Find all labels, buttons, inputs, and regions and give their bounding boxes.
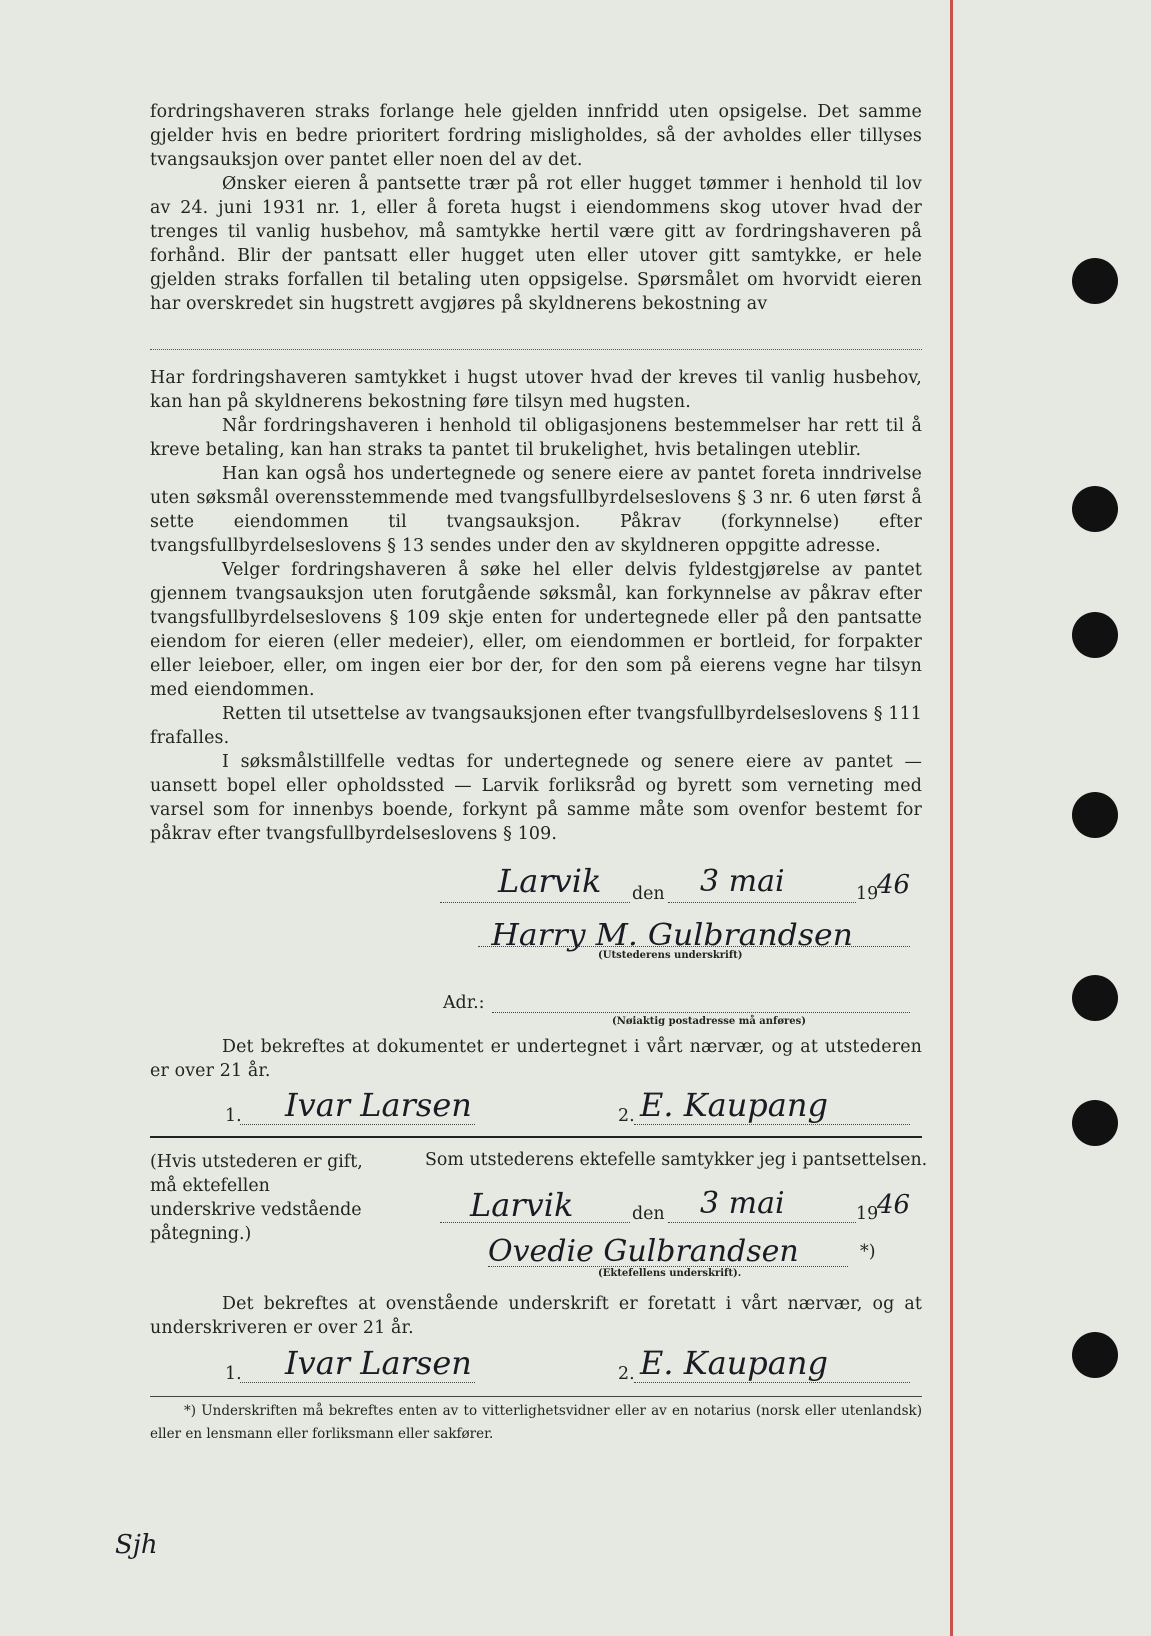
witness-3-label: 1. bbox=[225, 1364, 242, 1384]
paragraph: Det bekreftes at dokumentet er undertegnet i vårt nærvær, og at utstederen er over 21 år. bbox=[150, 1037, 922, 1081]
address-line bbox=[492, 1012, 910, 1013]
issuer-signature: Harry M. Gulbrandsen bbox=[491, 918, 853, 953]
date-line bbox=[668, 902, 856, 903]
spouse-instruction-note: (Hvis utstederen er gift, må ektefellen underskrive vedstående påtegning.) bbox=[150, 1152, 363, 1244]
punch-hole bbox=[1072, 612, 1118, 658]
den-label: den bbox=[632, 884, 665, 904]
punch-hole bbox=[1072, 258, 1118, 304]
witness-2-line bbox=[634, 1124, 910, 1125]
witness-3-signature: Ivar Larsen bbox=[285, 1344, 472, 1382]
address-label: Adr.: bbox=[443, 993, 485, 1013]
paragraph: Har fordringshaveren samtykket i hugst utover hvad der kreves til vanlig husbehov, kan han på skyldnerens bekostning føre tilsyn med hugsten. bbox=[150, 368, 922, 412]
paragraph: fordringshaveren straks forlange hele gjelden innfridd uten opsigelse. Det samme gjelder hvis en bedre prioritert fordring misligholdes, så der avholdes eller tillyses tvangsauksjon over pantet eller noen del av det. bbox=[150, 102, 922, 170]
spouse-date-line bbox=[668, 1222, 856, 1223]
paragraph: Retten til utsettelse av tvangsauksjonen efter tvangsfullbyrdelseslovens § 111 frafalles. bbox=[150, 704, 922, 748]
dotted-fill-line bbox=[150, 349, 922, 350]
spouse-footnote-marker: *) bbox=[860, 1242, 876, 1262]
spouse-date-handwritten: 3 mai bbox=[700, 1186, 785, 1221]
spouse-signature-caption: (Ektefellens underskrift). bbox=[598, 1268, 742, 1279]
spouse-den-label: den bbox=[632, 1204, 665, 1224]
spouse-year-handwritten: 46 bbox=[877, 1190, 911, 1220]
witness-1-label: 1. bbox=[225, 1106, 242, 1126]
spouse-consent-text: Som utstederens ektefelle samtykker jeg i pantsettelsen. bbox=[425, 1150, 928, 1170]
witness-statement-2 bbox=[150, 1292, 922, 1340]
footnote: *) Underskriften må bekreftes enten av to vitterlighetsvidner eller av en notarius (norsk eller utenlandsk) eller en lensmann eller forliksmann eller sakfører. bbox=[150, 1403, 922, 1442]
paragraph: I søksmålstillfelle vedtas for undertegnede og senere eiere av pantet — uansett bopel eller opholdssted — Larvik forliksråd og byrett som verneting med varsel som for innenbys boende, forkynt på samme måte som ovenfor bestemt for påkrav efter tvangsfullbyrdelseslovens § 109. bbox=[150, 752, 922, 844]
witness-1-signature: Ivar Larsen bbox=[285, 1086, 472, 1124]
address-caption: (Nøiaktig postadresse må anføres) bbox=[612, 1016, 807, 1027]
signature-caption: (Utstederens underskrift) bbox=[598, 950, 743, 961]
witness-4-line bbox=[634, 1382, 910, 1383]
witness-4-signature: E. Kaupang bbox=[640, 1344, 828, 1382]
place-handwritten: Larvik bbox=[498, 862, 602, 900]
punch-hole bbox=[1072, 975, 1118, 1021]
spouse-signature: Ovedie Gulbrandsen bbox=[488, 1234, 799, 1269]
punch-hole bbox=[1072, 1100, 1118, 1146]
spouse-place-line bbox=[440, 1222, 630, 1223]
paragraph: Det bekreftes at ovenstående underskrift er foretatt i vårt nærvær, og at underskriveren er over 21 år. bbox=[150, 1294, 922, 1338]
signature-line bbox=[478, 946, 910, 947]
punch-hole bbox=[1072, 792, 1118, 838]
spouse-place-handwritten: Larvik bbox=[470, 1186, 574, 1224]
punch-hole bbox=[1072, 486, 1118, 532]
punch-hole bbox=[1072, 1332, 1118, 1378]
year-prefix: 19 bbox=[856, 884, 879, 904]
witness-1-line bbox=[240, 1124, 475, 1125]
witness-4-label: 2. bbox=[618, 1364, 635, 1384]
body-text-block-2 bbox=[150, 366, 922, 846]
witness-2-label: 2. bbox=[618, 1106, 635, 1126]
witness-3-line bbox=[240, 1382, 475, 1383]
place-line bbox=[440, 902, 630, 903]
paragraph: Når fordringshaveren i henhold til obligasjonens bestemmelser har rett til å kreve betaling, kan han straks ta pantet til brukelighet, hvis betalingen uteblir. bbox=[150, 416, 922, 460]
year-handwritten: 46 bbox=[877, 870, 911, 900]
witness-2-signature: E. Kaupang bbox=[640, 1086, 828, 1124]
red-margin-line bbox=[950, 0, 953, 1636]
paragraph: Ønsker eieren å pantsette trær på rot eller hugget tømmer i henhold til lov av 24. juni 1931 nr. 1, eller å foreta hugst i eiendommens skog utover hvad der trenges til vanlig husbehov, må samtykke hertil være gitt av fordringshaveren på forhånd. Blir der pantsatt eller hugget uten eller utover gitt samtykke, er hele gjelden straks forfallen til betaling uten oppsigelse. Spørsmålet om hvorvidt eieren har overskredet sin hugstrett avgjøres på skyldnerens bekostning av bbox=[150, 174, 922, 314]
paragraph: Han kan også hos undertegnede og senere eiere av pantet foreta inndrivelse uten søksmål overensstemmende med tvangsfullbyrdelseslovens § 3 nr. 6 uten først å sette eiendommen til tvangsauksjon. Påkrav (forkynnelse) efter tvangsfullbyrdelseslovens § 13 sendes under den av skyldneren oppgitte adresse. bbox=[150, 464, 922, 556]
corner-initials: Sjh bbox=[115, 1530, 158, 1560]
footnote-divider bbox=[150, 1396, 922, 1397]
body-text-block-1 bbox=[150, 100, 922, 316]
section-divider bbox=[150, 1136, 922, 1138]
witness-statement-1 bbox=[150, 1035, 922, 1083]
spouse-signature-line bbox=[488, 1266, 848, 1267]
date-handwritten: 3 mai bbox=[700, 864, 785, 899]
paragraph: Velger fordringshaveren å søke hel eller delvis fyldestgjørelse av pantet gjennem tvangsauksjon uten forutgående søksmål, kan forkynnelse av påkrav efter tvangsfullbyrdelseslovens § 109 skje enten for undertegnede eller på den pantsatte eiendom for eieren (eller medeier), eller, om eiendommen er bortleid, for forpakter eller leieboer, eller, om ingen eier bor der, for den som på eierens vegne har tilsyn med eiendommen. bbox=[150, 560, 922, 700]
spouse-year-prefix: 19 bbox=[856, 1204, 879, 1224]
